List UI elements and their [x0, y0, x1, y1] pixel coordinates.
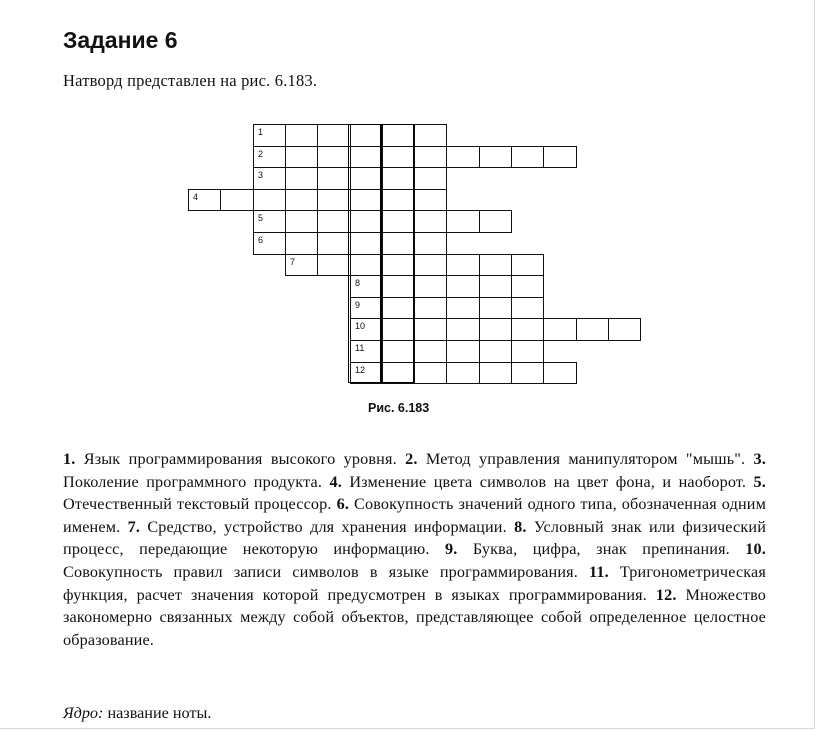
- crossword-cell: [350, 340, 383, 363]
- crossword-cell: [350, 232, 383, 255]
- crossword-row-number: 1: [258, 127, 264, 137]
- crossword-cell: [350, 318, 383, 341]
- crossword-cell: [382, 232, 415, 255]
- crossword-cell: [382, 362, 415, 384]
- clue-number: 3.: [753, 450, 766, 468]
- crossword-cell: [414, 254, 447, 276]
- crossword-cell: [350, 210, 383, 233]
- crossword-cell: [350, 124, 383, 147]
- crossword-cell: [285, 146, 318, 168]
- crossword-cell: [350, 189, 383, 211]
- crossword-cell: [608, 318, 641, 341]
- crossword-cell: [317, 189, 351, 211]
- crossword-cell: [414, 362, 447, 384]
- crossword-cell: [543, 362, 577, 384]
- clue-number: 4.: [329, 472, 342, 491]
- clue-number: 5.: [753, 472, 766, 491]
- clues-text: [63, 448, 766, 651]
- crossword-cell: [382, 318, 415, 341]
- clue-number: 10.: [745, 540, 766, 559]
- clue-number: 1.: [63, 450, 76, 468]
- crossword-cell: [317, 210, 351, 233]
- crossword-cell: [414, 210, 447, 233]
- crossword-cell: [253, 232, 286, 255]
- crossword-cell: [188, 189, 221, 211]
- crossword-cell: [446, 318, 480, 341]
- clue-number: 6.: [336, 495, 350, 514]
- crossword-cell: [350, 254, 383, 276]
- clue-number: 2.: [405, 450, 418, 468]
- clue-number: 11.: [589, 562, 609, 581]
- crossword-cell: [285, 210, 318, 233]
- crossword-row-number: 11: [355, 343, 365, 353]
- crossword-cell: [511, 362, 544, 384]
- clue-text: Средство, устройство для хранения информации.: [147, 517, 507, 536]
- crossword-row-number: 3: [258, 170, 264, 180]
- crossword-cell: [350, 167, 383, 190]
- crossword-cell: [414, 340, 447, 363]
- clue-text: Отечественный текстовый процессор.: [63, 495, 332, 514]
- crossword-cell: [317, 232, 351, 255]
- core-hint-text: название ноты.: [107, 704, 212, 722]
- crossword-cell: [414, 297, 447, 319]
- crossword-cell: [479, 275, 512, 298]
- intro-text: Натворд представлен на рис. 6.183.: [63, 71, 318, 90]
- crossword-cell: [511, 254, 544, 276]
- crossword-cell: [414, 167, 447, 190]
- crossword-row-number: 5: [258, 213, 264, 223]
- crossword-cell: [511, 318, 544, 341]
- clue-text: Метод управления манипулятором "мышь".: [425, 450, 746, 468]
- clue-text: Поколение программного продукта.: [63, 472, 323, 491]
- crossword-cell: [543, 146, 577, 168]
- clue-text: Язык программирования высокого уровня.: [83, 450, 397, 468]
- crossword-cell: [479, 146, 512, 168]
- crossword-row-number: 7: [290, 257, 296, 267]
- crossword-cell: [350, 362, 383, 384]
- crossword-cell: [382, 297, 415, 319]
- crossword-cell: [446, 340, 480, 363]
- clue-number: 12.: [655, 585, 677, 604]
- crossword-cell: [382, 340, 415, 363]
- crossword-cell: [446, 146, 480, 168]
- crossword-cell: [414, 189, 447, 211]
- clue-number: 8.: [514, 517, 527, 536]
- crossword-cell: [285, 254, 318, 276]
- crossword-cell: [446, 297, 480, 319]
- crossword-cell: [317, 146, 351, 168]
- crossword-cell: [511, 275, 544, 298]
- crossword-cell: [479, 254, 512, 276]
- crossword-cell: [382, 254, 415, 276]
- crossword-row-number: 4: [193, 192, 199, 202]
- crossword-row-number: 10: [355, 321, 366, 331]
- crossword-cell: [382, 167, 415, 190]
- crossword-cell: [414, 275, 447, 298]
- crossword-cell: [220, 189, 254, 211]
- crossword-cell: [479, 318, 512, 341]
- crossword-cell: [479, 362, 512, 384]
- clue-number: 9.: [444, 540, 458, 559]
- clue-text: Совокупность правил записи символов в языке программирования.: [63, 562, 578, 581]
- crossword-cell: [253, 124, 286, 147]
- clue-text: Множество закономерно связанных между собой объектов, представляющее собой определенное целостное образование.: [63, 585, 766, 649]
- core-hint: [63, 704, 211, 723]
- clue-text: Буква, цифра, знак препинания.: [472, 540, 730, 559]
- crossword-row-number: 6: [258, 235, 264, 245]
- crossword-cell: [382, 124, 415, 147]
- crossword-cell: [317, 167, 351, 190]
- core-hint-label: Ядро:: [63, 704, 104, 722]
- crossword-cell: [479, 210, 512, 233]
- crossword-cell: [446, 362, 480, 384]
- crossword-cell: [285, 232, 318, 255]
- clue-text: Совокупность значений одного типа, обозначенная одним именем.: [63, 495, 766, 536]
- crossword-cell: [479, 340, 512, 363]
- crossword-cell: [543, 318, 577, 341]
- crossword-cell: [446, 275, 480, 298]
- task-title: Задание 6: [63, 27, 178, 53]
- crossword-cell: [285, 167, 318, 190]
- crossword-cell: [253, 210, 286, 233]
- crossword-cell: [382, 189, 415, 211]
- clue-text: Изменение цвета символов на цвет фона, и наоборот.: [349, 472, 747, 491]
- clue-text: Тригонометрическая функция, расчет значения которой предусмотрен в языках программирования.: [63, 562, 766, 604]
- crossword-cell: [317, 254, 351, 276]
- crossword-cell: [350, 275, 383, 298]
- crossword-cell: [253, 189, 286, 211]
- crossword-cell: [414, 232, 447, 255]
- crossword-cell: [285, 124, 318, 147]
- crossword-cell: [382, 210, 415, 233]
- crossword-cell: [446, 254, 480, 276]
- crossword-cell: [446, 210, 480, 233]
- crossword-cell: [382, 146, 415, 168]
- crossword-cell: [317, 124, 351, 147]
- crossword-cell: [285, 189, 318, 211]
- crossword-cell: [479, 297, 512, 319]
- crossword-cell: [350, 297, 383, 319]
- crossword-cell: [414, 318, 447, 341]
- crossword-row-number: 8: [355, 278, 361, 288]
- crossword-cell: [511, 297, 544, 319]
- crossword-cell: [253, 167, 286, 190]
- clue-number: 7.: [127, 517, 141, 536]
- crossword-cell: [414, 146, 447, 168]
- crossword-cell: [253, 146, 286, 168]
- crossword-row-number: 12: [355, 365, 366, 375]
- crossword-cell: [511, 340, 544, 363]
- crossword-cell: [382, 275, 415, 298]
- crossword-row-number: 2: [258, 149, 264, 159]
- crossword-row-number: 9: [355, 300, 361, 310]
- clue-text: Условный знак или физический процесс, передающие некоторую информацию.: [63, 517, 767, 559]
- crossword-cell: [511, 146, 544, 168]
- figure-caption: Рис. 6.183: [368, 401, 430, 415]
- crossword-cell: [350, 146, 383, 168]
- crossword-cell: [576, 318, 609, 341]
- crossword-cell: [414, 124, 447, 147]
